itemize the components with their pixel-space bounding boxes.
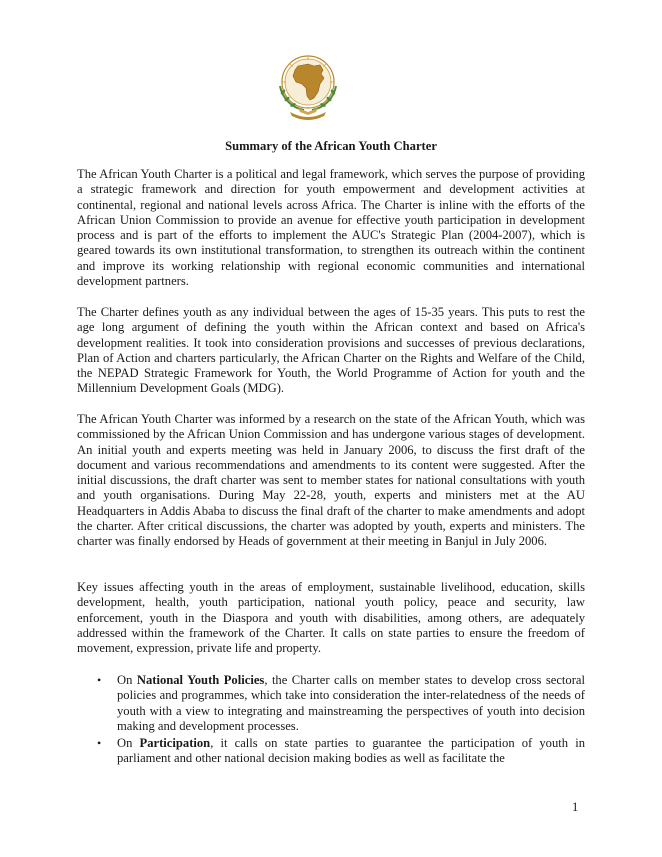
bullet-heading: National Youth Policies [136, 673, 265, 687]
bullet-prefix: On [117, 673, 137, 687]
bullet-text: , it calls on state parties to guarantee the participation of youth in parliament and other national decision making bodies as well as facilitate the [117, 736, 585, 766]
african-union-emblem-icon [268, 52, 348, 124]
bullet-dot-icon: • [97, 673, 102, 687]
bullet-text: , the Charter calls on member states to develop cross sectoral policies and programmes, which take into consideration the inter-relatedness of the needs of youth with a view to integrating and mainstreaming the perspectives of youth into decision making and development processes. [117, 673, 585, 733]
bullet-heading: Participation [139, 736, 211, 751]
paragraph-history: The African Youth Charter was informed by a research on the state of the African Youth, which was commissioned by the African Union Commission and has undergone various stages of development. An initial youth and experts meeting was held in January 2006, to discuss the first draft of the document and various recommendations and amendments to its content were suggested. After the initial discussions, the draft charter was sent to member states for national consultations with youth and youth organisations. During May 22-28, youth, experts and ministers met at the AU Headquarters in Addis Ababa to discuss the final draft of the charter to make amendments and adopt the charter. After critical discussions, the charter was adopted by youth, experts and ministers. The charter was finally endorsed by Heads of government at their meeting in Banjul in July 2006. [77, 412, 585, 549]
page-title: Summary of the African Youth Charter [225, 139, 437, 153]
list-item [77, 736, 585, 767]
bullet-prefix: On [117, 736, 140, 751]
bullet-dot-icon: • [97, 736, 102, 751]
paragraph-definition: The Charter defines youth as any individual between the ages of 15-35 years. This puts to rest the age long argument of defining the youth within the African context and based on Africa's development realities. It took into consideration provisions and successes of previous declarations, Plan of Action and charters particularly, the African Charter on the Rights and Welfare of the Child, the NEPAD Strategic Framework for Youth, the World Programme of Action for youth and the Millennium Development Goals (MDG). [77, 305, 585, 396]
paragraph-key-issues: Key issues affecting youth in the areas of employment, sustainable livelihood, education, skills development, health, youth participation, national youth policy, peace and security, law enforcement, youth in the Diaspora and youth with disabilities, among others, are adequately addressed within the framework of the Charter. It calls on state parties to ensure the freedom of movement, expression, private life and property. [77, 580, 585, 656]
paragraph-intro: The African Youth Charter is a political and legal framework, which serves the purpose of providing a strategic framework and direction for youth empowerment and development activities at continental, regional and national levels across Africa. The Charter is inline with the efforts of the African Union Commission to provide an avenue for effective youth participation in development process and is part of the efforts to implement the AUC's Strategic Plan (2004-2007), which is geared towards its own institutional transformation, to strengthen its outreach within the continent and improve its working relationship with regional economic communities and international development partners. [77, 167, 585, 289]
list-item [77, 673, 585, 734]
bullet-list [77, 673, 585, 769]
page-number: 1 [572, 800, 579, 814]
